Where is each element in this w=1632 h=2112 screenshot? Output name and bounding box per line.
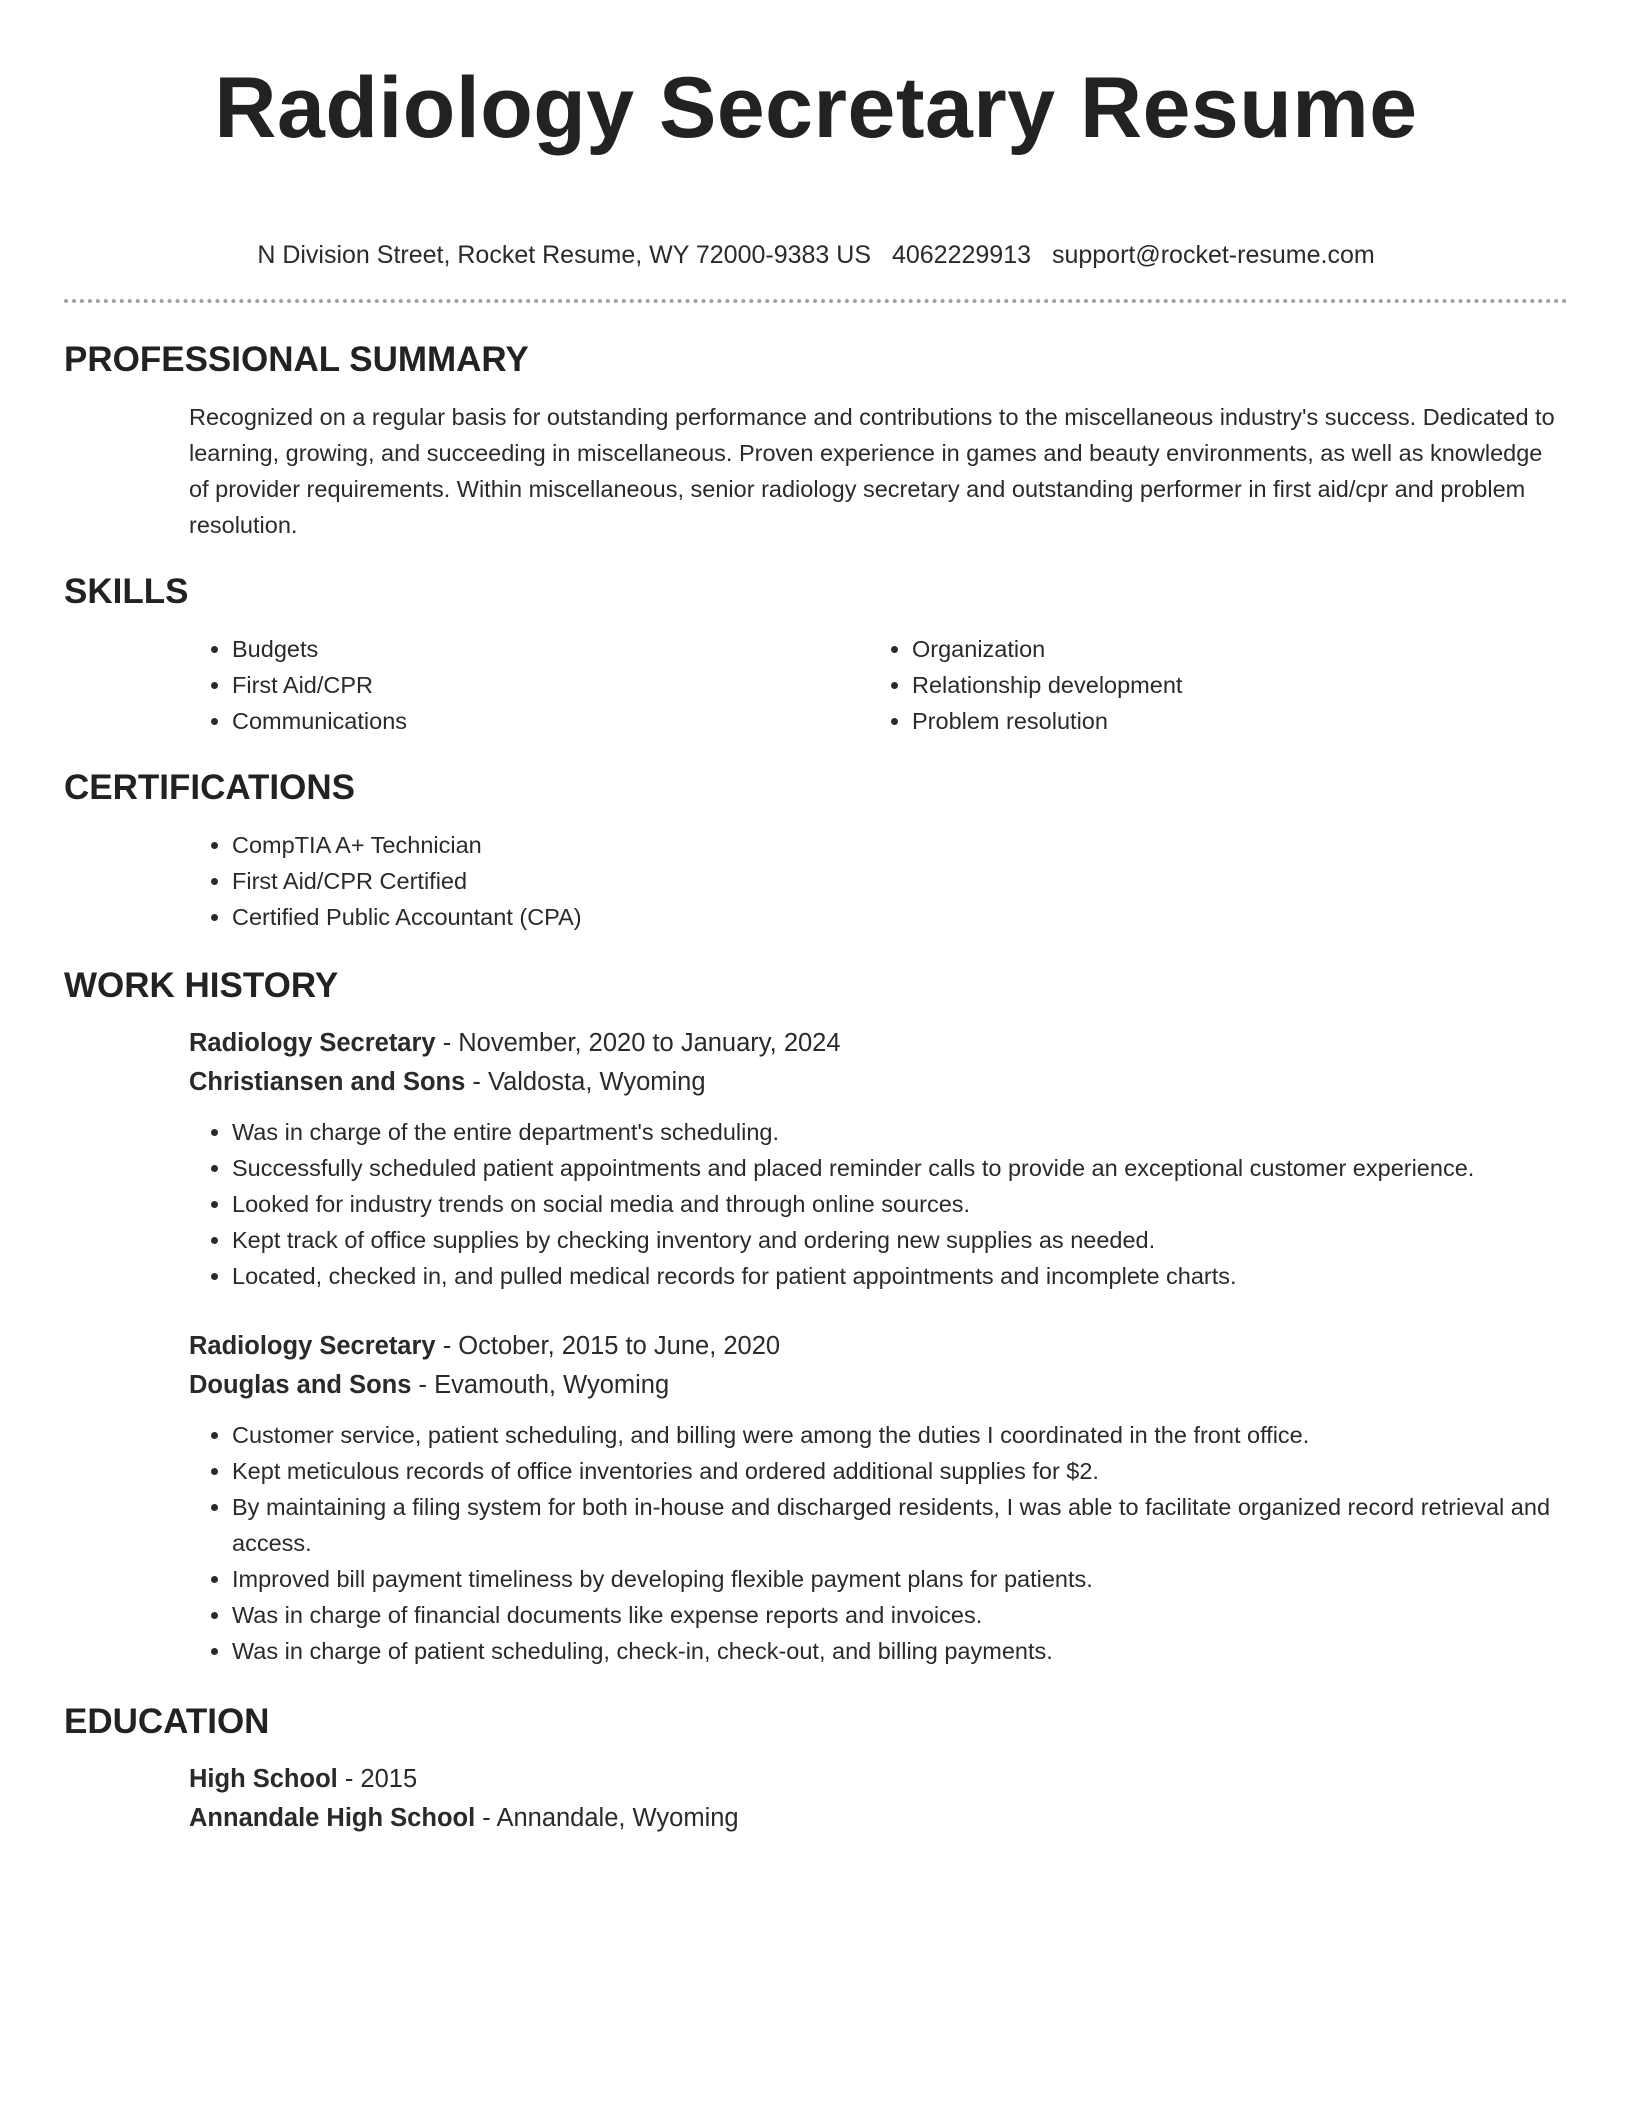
skills-column-left — [189, 631, 869, 739]
job-bullet: • Successfully scheduled patient appointments and placed reminder calls to provide an exceptional customer experience. — [232, 1150, 1568, 1186]
contact-address: N Division Street, Rocket Resume, WY 72000-9383 US — [257, 241, 872, 269]
job-bullet: • Customer service, patient scheduling, and billing were among the duties I coordinated in the front office. — [232, 1417, 1568, 1453]
education-body — [189, 1760, 1568, 1838]
job-company: Douglas and Sons — [189, 1371, 412, 1399]
skills-list-right — [869, 631, 1549, 739]
skills-column-right — [869, 631, 1549, 739]
skills-section — [64, 570, 1568, 739]
summary-heading: PROFESSIONAL SUMMARY — [64, 340, 529, 379]
job-bullet: • Was in charge of financial documents like expense reports and invoices. — [232, 1597, 1568, 1633]
job-bullet: • Located, checked in, and pulled medical records for patient appointments and incomplete charts. — [232, 1258, 1568, 1294]
skills-grid — [189, 631, 1568, 739]
education-degree-line — [189, 1760, 1568, 1799]
job-location: - Valdosta, Wyoming — [465, 1068, 706, 1096]
job-bullet: • Was in charge of the entire department's scheduling. — [232, 1114, 1568, 1150]
education-year: - 2015 — [337, 1765, 418, 1793]
job-title: Radiology Secretary — [189, 1029, 436, 1057]
job-bullet: • Was in charge of patient scheduling, check-in, check-out, and billing payments. — [232, 1633, 1568, 1669]
summary-body — [189, 399, 1568, 543]
education-school: Annandale High School — [189, 1804, 476, 1832]
job-bullet: • Looked for industry trends on social media and through online sources. — [232, 1186, 1568, 1222]
job-bullet: • Improved bill payment timeliness by developing flexible payment plans for patients. — [232, 1561, 1568, 1597]
job-entry — [189, 1327, 1568, 1669]
job-dates: - October, 2015 to June, 2020 — [435, 1332, 781, 1360]
skill-item: • Relationship development — [912, 667, 1549, 703]
job-dates: - November, 2020 to January, 2024 — [435, 1029, 841, 1057]
summary-text: Recognized on a regular basis for outstanding performance and contributions to the miscellaneous industry's success. Dedicated to learning, growing, and succeeding in miscellaneous. Proven experience in games and beauty environments, as well as knowledge of provider requirements. Within miscellaneous, senior radiology secretary and outstanding performer in first aid/cpr and problem resolution. — [189, 404, 1555, 538]
job-location: - Evamouth, Wyoming — [411, 1371, 670, 1399]
job-title: Radiology Secretary — [189, 1332, 436, 1360]
skills-list-left — [189, 631, 869, 739]
work-history-heading: WORK HISTORY — [64, 966, 339, 1005]
skill-item: • Problem resolution — [912, 703, 1549, 739]
job-bullet: • Kept track of office supplies by checking inventory and ordering new supplies as needed. — [232, 1222, 1568, 1258]
job-bullet: • By maintaining a filing system for both in-house and discharged residents, I was able to facilitate organized record retrieval and access. — [232, 1489, 1568, 1561]
job-entry — [189, 1024, 1568, 1294]
summary-section — [64, 338, 1568, 543]
header-divider — [64, 299, 1568, 303]
skills-heading: SKILLS — [64, 572, 189, 611]
certifications-heading: CERTIFICATIONS — [64, 768, 356, 807]
job-company-line — [189, 1366, 1568, 1405]
job-bullet: • Kept meticulous records of office inventories and ordered additional supplies for $2. — [232, 1453, 1568, 1489]
resume-title: Radiology Secretary Resume — [214, 60, 1418, 156]
work-history-section — [64, 964, 1568, 1669]
certification-item: • Certified Public Accountant (CPA) — [232, 899, 1568, 935]
certifications-list — [189, 827, 1568, 935]
skill-item: • Budgets — [232, 631, 869, 667]
contact-phone: 4062229913 — [891, 241, 1032, 269]
education-location: - Annandale, Wyoming — [475, 1804, 739, 1832]
job-bullets — [189, 1114, 1568, 1294]
education-school-line — [189, 1799, 1568, 1838]
job-title-line — [189, 1327, 1568, 1366]
contact-email: support@rocket-resume.com — [1051, 241, 1375, 269]
skill-item: • Organization — [912, 631, 1549, 667]
education-heading: EDUCATION — [64, 1702, 270, 1741]
job-bullets — [189, 1417, 1568, 1669]
work-history-body — [189, 1024, 1568, 1669]
certifications-section — [64, 766, 1568, 935]
certification-item: • CompTIA A+ Technician — [232, 827, 1568, 863]
education-section — [64, 1700, 1568, 1838]
skill-item: • First Aid/CPR — [232, 667, 869, 703]
job-title-line — [189, 1024, 1568, 1063]
skill-item: • Communications — [232, 703, 869, 739]
job-company: Christiansen and Sons — [189, 1068, 466, 1096]
contact-line — [64, 238, 1568, 272]
certification-item: • First Aid/CPR Certified — [232, 863, 1568, 899]
certifications-body — [189, 827, 1568, 935]
education-degree: High School — [189, 1765, 338, 1793]
job-company-line — [189, 1063, 1568, 1102]
